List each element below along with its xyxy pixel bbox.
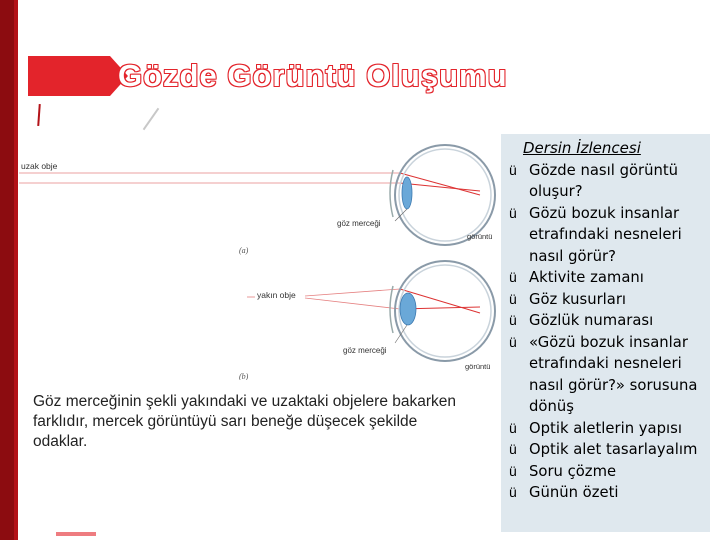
far-object-label: uzak obje <box>21 161 58 171</box>
near-object-label: yakın obje <box>257 290 296 300</box>
far-cornea <box>390 170 393 217</box>
footer-decoration <box>56 532 96 536</box>
syllabus-item <box>509 203 702 268</box>
checkmark-icon: ü <box>509 290 517 307</box>
syllabus-item-text: Aktivite zamanı <box>529 269 644 286</box>
syllabus-item-text: Gözde nasıl görüntü oluşur? <box>529 161 679 200</box>
syllabus-heading: Dersin İzlencesi <box>523 139 641 157</box>
checkmark-icon: ü <box>509 161 517 178</box>
near-image-label: görüntü <box>465 362 491 371</box>
figure-caption: Göz merceğinin şekli yakındaki ve uzaktaki objelere bakarken farklıdır, mercek görüntüyü sarı beneğe düşecek şekilde odaklar. <box>33 393 457 450</box>
title-banner <box>28 56 110 96</box>
syllabus-item-text: «Gözü bozuk insanlar etrafındaki nesneleri nasıl görür?» sorusuna dönüş <box>529 333 698 415</box>
left-accent-bar <box>0 0 14 540</box>
syllabus-item-text: Soru çözme <box>529 462 617 480</box>
syllabus-item <box>509 332 702 418</box>
near-ray-1 <box>305 289 400 296</box>
eye-diagram-near <box>239 261 495 380</box>
syllabus-item <box>509 267 702 289</box>
syllabus-panel <box>501 134 710 532</box>
far-sub-label: (a) <box>239 246 249 255</box>
far-image-label: görüntü <box>467 232 493 241</box>
syllabus-item-text: Optik alet tasarlayalım <box>529 441 698 458</box>
checkmark-icon: ü <box>509 419 517 436</box>
near-ray-2 <box>305 298 400 309</box>
syllabus-item <box>509 418 702 440</box>
checkmark-icon: ü <box>509 441 517 457</box>
checkmark-icon: ü <box>509 269 517 285</box>
checkmark-icon: ü <box>509 312 517 328</box>
far-lens <box>402 177 412 209</box>
near-sub-label: (b) <box>239 372 249 380</box>
eye-focus-diagram <box>15 125 500 380</box>
syllabus-item <box>509 160 702 203</box>
syllabus-item <box>509 289 702 311</box>
checkmark-icon: ü <box>509 484 517 500</box>
syllabus-item-text: Gözlük numarası <box>529 312 654 329</box>
far-eyeball-inner <box>399 149 491 241</box>
syllabus-item-text: Gözü bozuk insanlar etrafındaki nesneleri nasıl görür? <box>529 204 682 265</box>
syllabus-item <box>509 310 702 332</box>
eye-diagram-far <box>19 145 495 255</box>
far-lens-label: göz merceği <box>337 219 381 228</box>
checkmark-icon: ü <box>509 462 517 479</box>
page-title: Gözde Görüntü Oluşumu <box>118 58 508 93</box>
syllabus-item-text: Göz kusurları <box>529 290 627 308</box>
syllabus-list <box>509 160 702 504</box>
near-cornea <box>390 286 393 333</box>
near-lens <box>400 293 416 325</box>
decorative-line <box>37 104 41 126</box>
checkmark-icon: ü <box>509 333 517 350</box>
syllabus-item <box>509 439 702 461</box>
syllabus-item <box>509 461 702 483</box>
near-lens-label: göz merceği <box>343 346 387 355</box>
syllabus-item <box>509 482 702 504</box>
syllabus-item-text: Optik aletlerin yapısı <box>529 419 682 437</box>
checkmark-icon: ü <box>509 204 517 221</box>
syllabus-item-text: Günün özeti <box>529 484 619 501</box>
